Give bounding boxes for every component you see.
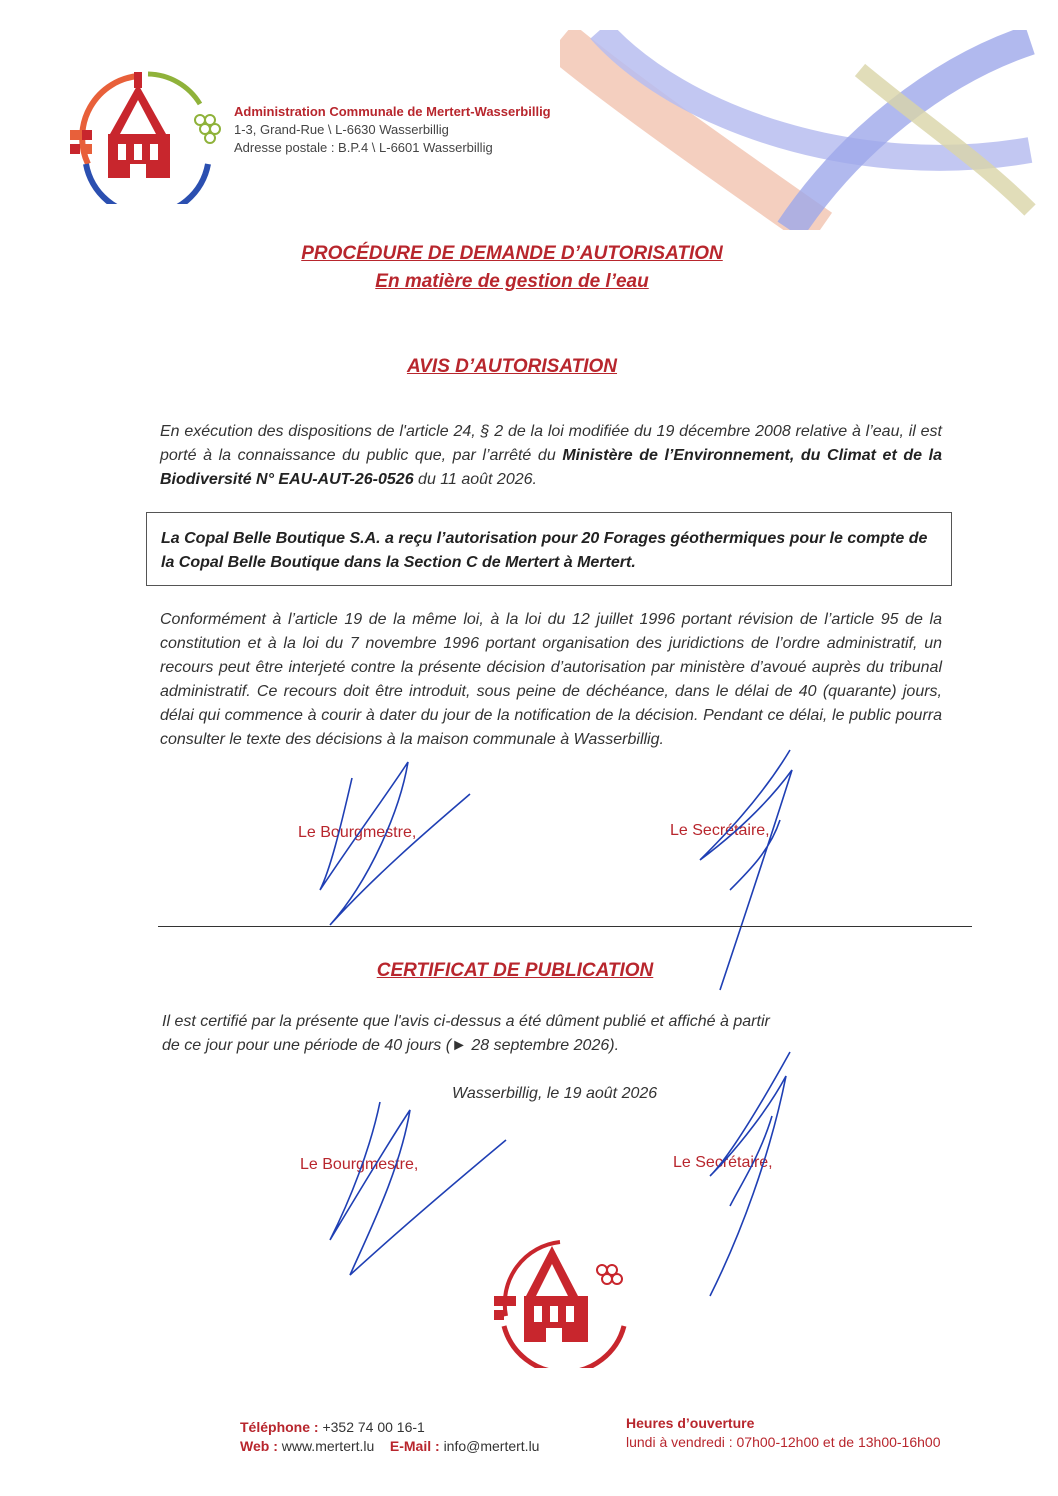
email-link[interactable]: info@mertert.lu [443,1438,540,1454]
decorative-swoosh [560,30,1040,230]
hours-schedule: lundi à vendredi : 07h00-12h00 et de 13h00-16h00 [626,1434,941,1450]
secretary-label-1: Le Secrétaire, [670,822,770,839]
municipality-logo [68,64,224,204]
postal-line: Adresse postale : B.P.4 \ L-6601 Wasserbillig [234,140,493,155]
appeal-paragraph: Conformément à l’article 19 de la même loi, à la loi du 12 juillet 1996 portant révision de l’article 95 de la constitution et à la loi du 7 novembre 1996 portant organisation des juridictions de l’ordre administratif, un recours peut être interjeté contre la présente décision d’autorisation par ministère d’avoué auprès du tribunal administratif. Ce recours doit être introduit, sous peine de déchéance, dans le délai de 40 (quarante) jours, délai qui commence à courir à dater du jour de la notification de la décision. Pendant ce délai, le public pourra consulter le texte des décisions à la maison communale à Wasserbillig. [160,611,942,748]
mayor-signature-2 [310,1090,510,1280]
intro-text-b: du 11 août 2026. [413,471,537,488]
hours-label: Heures d’ouverture [626,1415,755,1431]
place-date: Wasserbillig, le 19 août 2026 [452,1085,658,1102]
address-line: 1-3, Grand-Rue \ L-6630 Wasserbillig [234,122,449,137]
footer-hours [626,1414,940,1452]
subject-title: En matière de gestion de l’eau [375,271,649,292]
mayor-signature-1 [300,750,490,940]
procedure-title: PROCÉDURE DE DEMANDE D’AUTORISATION [301,243,723,264]
header-address-block [234,103,551,157]
org-name: Administration Communale de Mertert-Wasserbillig [234,104,551,119]
certificate-paragraph: Il est certifié par la présente que l'avis ci-dessus a été dûment publié et affiché à partir de ce jour pour une période de 40 jours (► 28 septembre 2026). [162,1013,770,1054]
notice-title: AVIS D’AUTORISATION [406,356,618,377]
web-link[interactable]: www.mertert.lu [281,1438,375,1454]
certificate-title: CERTIFICAT DE PUBLICATION [376,960,654,981]
web-label: Web : [240,1438,278,1454]
ministry-reference: Ministère de l’Environnement, du Climat et de la Biodiversité N° EAU-AUT-26-0526 [160,447,943,488]
intro-paragraph [160,420,942,492]
mayor-label-2: Le Bourgmestre, [300,1156,419,1173]
official-seal [490,1234,640,1368]
footer-contact [240,1418,539,1456]
authorization-text: La Copal Belle Boutique S.A. a reçu l’autorisation pour 20 Forages géothermiques pour le compte de la Copal Belle Boutique dans la Section C de Mertert à Mertert. [161,530,928,571]
secretary-signature-2 [690,1046,800,1306]
authorization-box [146,512,952,586]
phone-number: +352 74 00 16-1 [322,1419,425,1435]
secretary-label-2: Le Secrétaire, [673,1154,773,1171]
email-label: E-Mail : [389,1438,440,1454]
mayor-label-1: Le Bourgmestre, [298,824,417,841]
phone-label: Téléphone : [240,1419,319,1435]
intro-text-a: En exécution des dispositions de l'article 24, § 2 de la loi modifiée du 19 décembre 2008 relative à l’eau, il est porté à la connaissance du public que, par l’arrêté du [160,423,942,464]
section-divider [158,926,972,927]
